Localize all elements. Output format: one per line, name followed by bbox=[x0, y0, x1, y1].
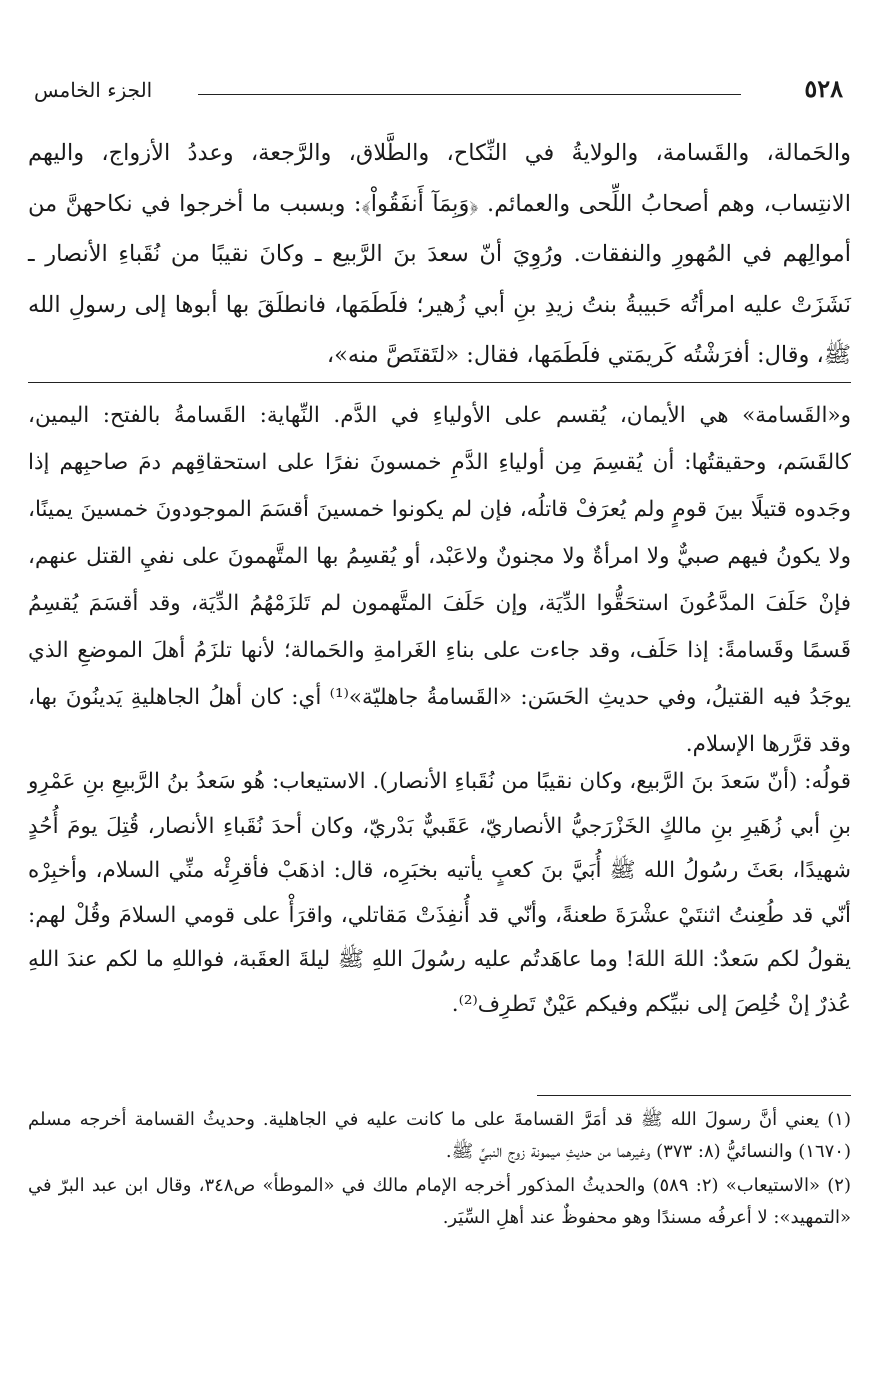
footnotes bbox=[28, 1104, 851, 1236]
main-text bbox=[28, 128, 851, 381]
commentary-section bbox=[28, 392, 851, 768]
main-paragraph: والحَمالة، والقَسامة، والولايةُ في النِّكاح، والطَّلاق، والرَّجعة، وعددُ الأزواج، واليهم الانتِساب، وهم أصحابُ اللِّحى والعمائم. ﴿وَبِمَآ أَنفَقُواْ﴾: وبسبب ما أخرجوا في نكاحهنَّ من أموالِهم في المُهورِ والنفقات. ورُوِيَ أنّ سعدَ بنَ الرَّبيع ـ وكانَ نقيبًا من نُقَباءِ الأنصار ـ نَشَزَتْ عليه امرأتُه حَبيبةُ بنتُ زيدِ بنِ أبي زُهير؛ فلَطَمَها، فانطلَقَ بها أبوها إلى رسولِ الله ﷺ، وقال: أفرَشْتُه كَريمَتي فلَطَمَها، فقال: «لتَقتَصَّ منه»، bbox=[28, 140, 851, 368]
commentary-section-2 bbox=[28, 760, 851, 1027]
page-header bbox=[28, 72, 851, 112]
header-rule bbox=[198, 94, 741, 95]
page-number: ٥٢٨ bbox=[804, 74, 843, 103]
footnote-rule bbox=[537, 1095, 851, 1096]
section-divider bbox=[28, 382, 851, 383]
commentary-paragraph-saad: قولُه: (أنّ سَعدَ بنَ الرَّبيع، وكان نقيبًا من نُقَباءِ الأنصار). الاستيعاب: هُو سَعدُ بنُ الرَّبيعِ بنِ عَمْرِو بنِ أبي زُهَيرِ بنِ مالكٍ الخَزْرَجيُّ الأنصاريّ، عَقَبيٌّ بَدْريّ، وكان أحدَ نُقَباءِ الأنصار، قُتِلَ يومَ أُحُدٍ شهيدًا، بعَثَ رسُولُ الله ﷺ أُبَيَّ بنَ كعبٍ يأتيه بخبَرِه، قال: اذهَبْ فأقرِئْه منِّي السلام، وأخبِرْه أنّي قد طُعِنتُ اثنتَيْ عشْرَةَ طعنةً، وأنّي قد أُنفِذَتْ مَقاتلي، واقرَأْ على قومي السلامَ وقُلْ لهم: يقولُ لكم سَعدٌ: اللهَ اللهَ! وما عاهَدتُم عليه رسُولَ اللهِ ﷺ ليلةَ العقَبة، فواللهِ ما لكم عندَ اللهِ عُذرٌ إنْ خُلِصَ إلى نبيِّكم وفيكم عَيْنٌ تَطرِف⁽²⁾. bbox=[28, 769, 851, 1017]
running-title: الجزء الخامس bbox=[34, 78, 153, 102]
footnote-1: (١) يعني أنَّ رسولَ الله ﷺ قد أمَرَّ القسامةَ على ما كانت عليه في الجاهلية. وحديثُ القسامة أخرجه مسلم (١٦٧٠) والنسائيُّ (٨: ٣٧٣) وغيرهما من حديثِ ميمونة زوج النبيِّ ﷺ. bbox=[28, 1109, 851, 1162]
commentary-paragraph-qasama: و«القَسامة» هي الأيمان، يُقسم على الأولياءِ في الدَّم. النِّهاية: القَسامةُ بالفتح: اليمين، كالقَسَم، وحقيقتُها: أن يُقسِمَ مِن أولياءِ الدَّمِ خمسونَ نفرًا على استحقاقِهم دمَ صاحبِهم إذا وجَدوه قتيلًا بينَ قومٍ ولم يُعرَفْ قاتلُه، فإن لم يكونوا خمسينَ أقسَمَ الموجودونَ خمسينَ يمينًا، ولا يكونُ فيهم صبيٌّ ولا امرأةٌ ولا مجنونٌ ولاعَبْد، أو يُقسِمُ بها المتَّهمونَ على نفيِ القتل عنهم، فإنْ حَلَفَ المدَّعُونَ استحَقُّوا الدِّيَة، وإن حَلَفَ المتَّهمون لم تَلزَمْهُمُ الدِّيَة، وقد أقسَمَ يُقسِمُ قَسمًا وقَسامةً: إذا حَلَف، وقد جاءت على بناءِ الغَرامةِ والحَمالة؛ لأنها تلزَمُ أهلَ الموضعِ الذي يوجَدُ فيه القتيلُ، وفي حديثِ الحَسَن: «القَسامةُ جاهليّة»⁽¹⁾ أي: كان أهلُ الجاهليةِ يَدينُونَ بها، وقد قرَّرها الإسلام. bbox=[28, 403, 851, 757]
footnote-2: (٢) «الاستيعاب» (٢: ٥٨٩) والحديثُ المذكور أخرجه الإمام مالك في «الموطأ» ص٣٤٨، وقال ابن عبد البرّ في «التمهيد»: لا أعرفُه مسندًا وهو محفوظٌ عند أهلِ السِّيَر. bbox=[28, 1175, 851, 1228]
